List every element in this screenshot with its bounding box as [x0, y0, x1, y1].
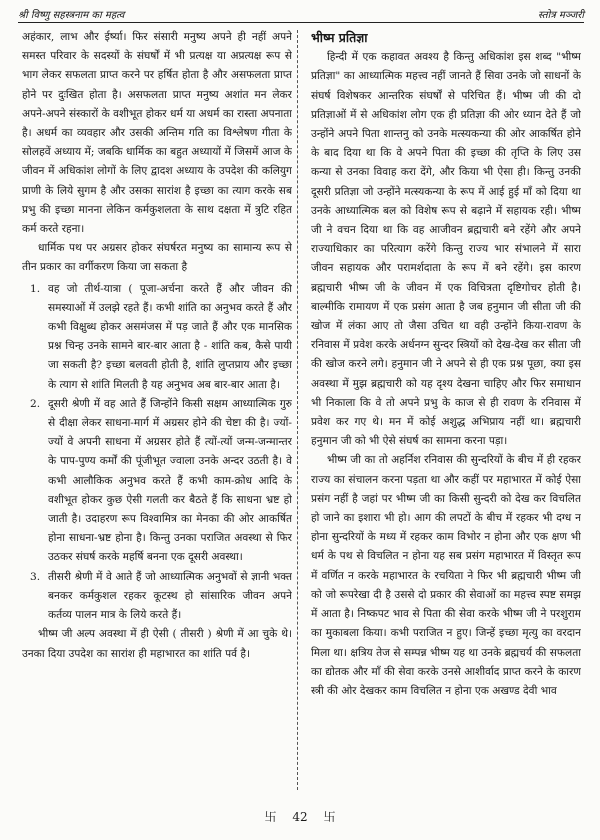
swastika-left-icon: 卐	[264, 810, 277, 824]
page-number: 42	[292, 810, 308, 824]
list-item-number: 1.	[30, 282, 41, 295]
left-column	[22, 28, 292, 788]
right-column	[311, 28, 581, 788]
left-paragraph-1: अहंकार, लाभ और ईर्ष्या। फिर संसारी मनुष्य अपने ही नहीं अपने समस्त परिवार के सदस्यों के संघर्षों में भी प्रत्यक्ष या अप्रत्यक्ष रूप से भाग लेकर सफलता प्राप्त करने पर हर्षित होता है और असफलता प्राप्त होने पर दुःखित होता है। असफलता प्राप्त मनुष्य अशांत मन लेकर अपने-अपने संस्कारों के वशीभूत होकर धर्म या अधर्म का रास्ता अपनाता है। अधर्म का व्यवहार और उसकी अन्तिम गति का विश्लेषण गीता के सोलहवें अध्याय में; जबकि धार्मिक का बहुत अध्यायों में जिसमें आज के जीवन में अधिकांश लोगों के लिए द्वादश अध्याय के उपदेश की कलियुग प्राणी के लिये सुगम है और उसका सारांश है इच्छा का त्याग करके सब प्रभु की इच्छा मानना लेकिन कर्मकुशलता के साथ दक्षता में त्रुटि रहित कर्म करते रहना।	[22, 31, 292, 236]
list-item-number: 3.	[30, 570, 41, 583]
swastika-right-icon: 卐	[323, 810, 336, 824]
page-header	[18, 6, 584, 23]
left-paragraph-3: भीष्म जी अल्प अवस्था में ही ऐसी ( तीसरी ) श्रेणी में आ चुके थे। उनका दिया उपदेश का सारांश ही महाभारत का शांति पर्व है।	[22, 628, 292, 660]
list-item-text: दूसरी श्रेणी में वह आते हैं जिन्होंने किसी सक्षम आध्यात्मिक गुरु से दीक्षा लेकर साधना-मार्ग में अग्रसर होने की चेष्टा की है। ज्यों-ज्यों वे अपनी साधना में अग्रसर होते हैं त्यों-त्यों जन्म-जन्मान्तर के पाप-पुण्य कर्मों की पूंजीभूत ज्वाला उनके अन्दर उठती है। वे कभी आलौकिक अनुभव करते हैं कभी काम-क्रोध आदि के वशीभूत होकर कुछ ऐसी गलती कर बैठते हैं कि साधना भ्रष्ट हो जाती है। उदाहरण रूप विश्वामित्र का मेनका की ओर आकर्षित होना साधना-भ्रष्ट होना है। किन्तु उनका पराजित अवस्था से फिर उठकर संघर्ष करके महर्षि बनना एक दूसरी अवस्था।	[48, 397, 292, 564]
column-divider	[297, 30, 298, 790]
list-item	[22, 568, 292, 626]
list-item-number: 2.	[30, 397, 41, 410]
list-item-text: वह जो तीर्थ-यात्रा ( पूजा-अर्चना करते हैं और जीवन की समस्याओं में उलझे रहते हैं। कभी शांति का अनुभव करते हैं और कभी विक्षुब्ध होकर असमंजस में पड़ जाते हैं और एक मानसिक प्रश्न चिन्ह उनके सामने बार-बार आता है - शांति कब, कैसे पायी जा सकती है? इच्छा बलवती होती है, शांति लुप्तप्राय और इच्छा के त्याग से शांति मिलती है यह अनुभव अब बार-बार आता है।	[48, 282, 292, 391]
list-item	[22, 280, 292, 395]
left-paragraph-2: धार्मिक पथ पर अग्रसर होकर संघर्षरत मनुष्य का सामान्य रूप से तीन प्रकार का वर्गीकरण किया जा सकता है	[22, 242, 292, 274]
right-paragraph-1: हिन्दी में एक कहावत अवश्य है किन्तु अधिकांश इस शब्द "भीष्म प्रतिज्ञा" का आध्यात्मिक महत्त्व नहीं जानते हैं सिवा उनके जो साधनों के संघर्ष विशेषकर आन्तरिक संघर्षों से परिचित हैं। भीष्म जी की दो प्रतिज्ञाओं में से अधिकांश लोग एक ही प्रतिज्ञा की ओर ध्यान देते हैं जो उन्होंने अपने पिता शान्तनु को उनके मत्स्यकन्या की ओर आकर्षित होने के बाद दिया था कि वे अपने पिता की इच्छा की तृप्ति के लिए उस कन्या से उनका विवाह करा देंगे, और किया भी ऐसा ही। किन्तु उनकी दूसरी प्रतिज्ञा जो उन्होंने मत्स्यकन्या के रूप में आई हुई माँ को दिया था उनके आध्यात्मिक बल को विशेष रूप से बढ़ाने में सहायक रही। भीष्म जी ने वचन दिया था कि वह आजीवन ब्रह्मचारी बने रहेंगे और अपने राज्याधिकार का परित्याग करेंगे किन्तु राज्य भार संभालने में सारा जीवन सहायक और परामर्शदाता के रूप में बने रहेंगे। इस कारण ब्रह्मचारी भीष्म जी के जीवन में एक विचित्रता दृष्टिगोचर होती है। बाल्मीकि रामायण में एक प्रसंग आता है जब हनुमान जी सीता जी की खोज में लंका आए तो जैसा उचित था वही उन्होंने किया-रावण के रनिवास में प्रवेश करके अर्धनग्न सुन्दर स्त्रियों को देख-देख कर सीता जी की खोज करने लगे। हनुमान जी ने अपने से ही एक प्रश्न पूछा, क्या इस अवस्था में मुझ ब्रह्मचारी को यह दृश्य देखना चाहिए और फिर समाधान भी निकाला कि वे तो अपने प्रभु के काज से ही रावण के रनिवास में प्रवेश कर गए थे। मन में कोई अशुद्ध अभिप्राय नहीं था। ब्रह्मचारी हनुमान जी को भी ऐसे संघर्ष का सामना करना पड़ा।	[311, 51, 581, 448]
right-paragraph-2: भीष्म जी का तो अहर्निश रनिवास की सुन्दरियों के बीच में ही रहकर राज्य का संचालन करना पड़ता था और कहीं पर महाभारत में कोई ऐसा प्रसंग नहीं है जहां पर भीष्म जी का किसी सुन्दरी को देख कर विचलित हो जाने का इशारा भी हो। आग की लपटों के बीच में रहकर भी दग्ध न होना सुन्दरियों के मध्य में रहकर काम विभोर न होना और एक क्षण भी धर्म के पथ से विचलित न होना यह सब प्रसंग महाभारत में विस्तृत रूप में वर्णित न करके महाभारत के रचयिता ने फिर भी ब्रह्मचारी भीष्म जी को जो रूपरेखा दी है उससे दो प्रकार की सेवाओं का महत्त्व स्पष्ट समझ में आता है। निष्कपट भाव से पिता की सेवा करके भीष्म जी ने परशुराम का मुकाबला किया। कभी पराजित न हुए। जिन्हें इच्छा मृत्यु का वरदान मिला था। क्षत्रिय तेज से सम्पन्न भीष्म यह था उनके ब्रह्मचर्य की सफलता का द्योतक और माँ की सेवा करके उनसे आशीर्वाद प्राप्त करने के कारण स्त्री की ओर देखकर काम विचलित न होना एक अखण्ड देवी भाव	[311, 454, 581, 697]
list-item	[22, 395, 292, 568]
section-heading: भीष्म प्रतिज्ञा	[311, 30, 368, 45]
header-right-title: स्तोत्र मञ्जरी	[538, 10, 584, 21]
category-list	[22, 280, 292, 626]
header-left-title: श्री विष्णु सहस्त्रनाम का महत्व	[18, 10, 125, 21]
page-footer	[0, 808, 600, 825]
list-item-text: तीसरी श्रेणी में वे आते हैं जो आध्यात्मिक अनुभवों से ज्ञानी भक्त बनकर कर्मकुशल रहकर कूटस्थ हो सांसारिक जीवन अपने कर्तव्य पालन मात्र के लिये करते हैं।	[48, 570, 292, 622]
